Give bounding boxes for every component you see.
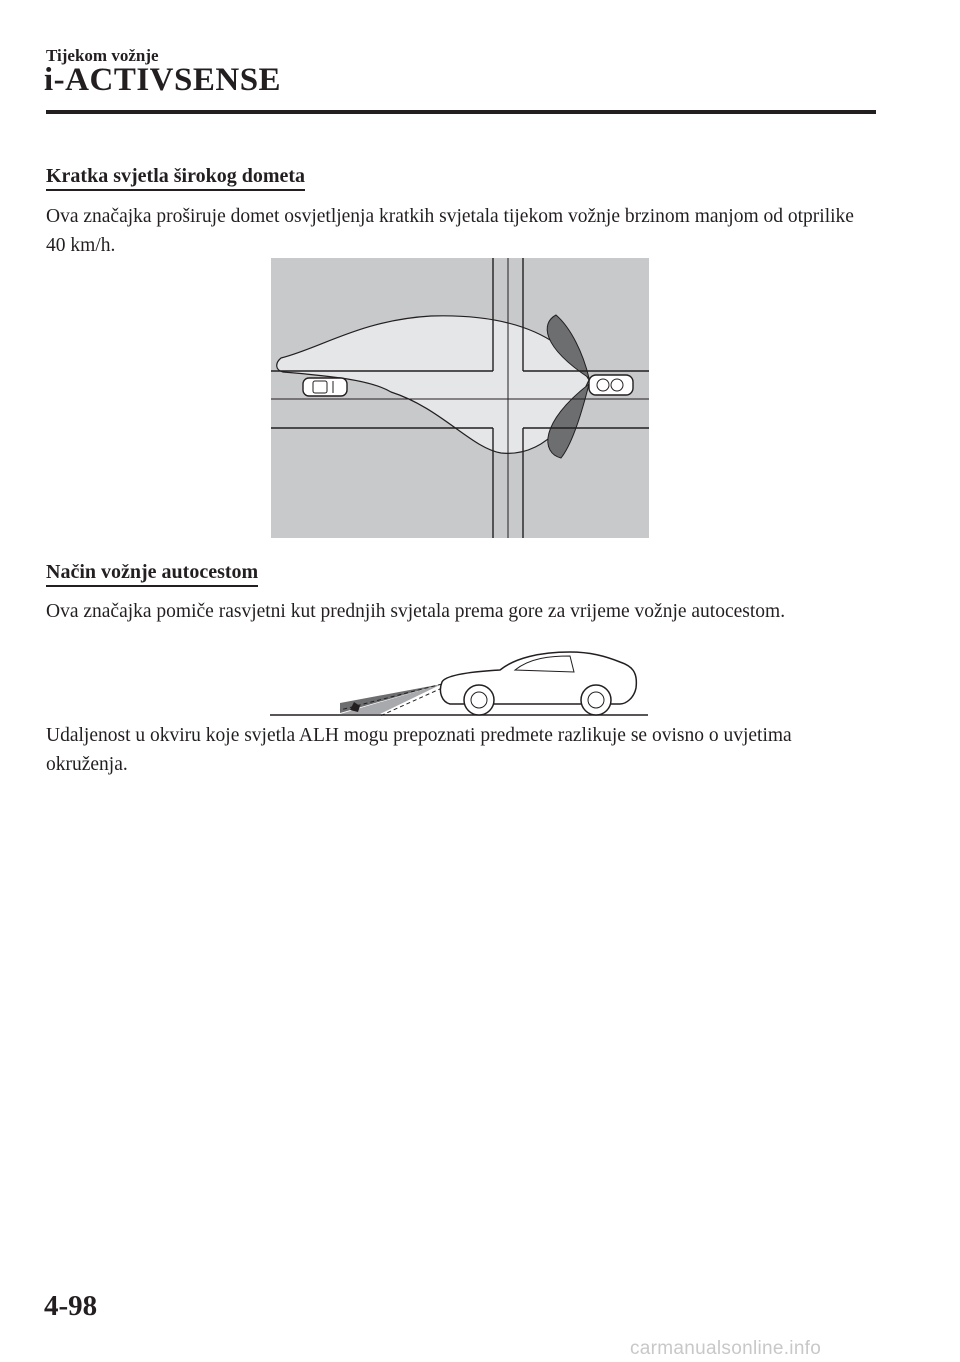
section-heading-highway-mode: Način vožnje autocestom	[46, 560, 258, 587]
note-paragraph: Udaljenost u okviru koje svjetla ALH mogu prepoznati predmete razlikuje se ovisno o uvjetima okruženja.	[46, 725, 792, 775]
section-heading-wide-range-low-beam: Kratka svjetla širokog dometa	[46, 164, 305, 191]
section-paragraph-wide-range-low-beam: Ova značajka proširuje domet osvjetljenja kratkih svjetala tijekom vožnje brzinom manjom od otprilike 40 km/h.	[46, 206, 854, 256]
header-rule	[46, 110, 876, 114]
highway-beam-angle-illustration	[270, 648, 650, 720]
front-wheel	[464, 685, 494, 715]
own-car-icon	[589, 375, 633, 395]
section-paragraph-highway-mode: Ova značajka pomiče rasvjetni kut prednjih svjetala prema gore za vrijeme vožnje autocestom.	[46, 601, 786, 622]
intersection-beam-illustration	[271, 258, 649, 538]
watermark: carmanualsonline.info	[630, 1338, 822, 1359]
running-head: Tijekom vožnje	[46, 46, 159, 65]
chapter-title: i-ACTIVSENSE	[44, 62, 282, 98]
oncoming-car-icon	[303, 378, 347, 396]
rear-wheel	[581, 685, 611, 715]
page-number: 4-98	[44, 1290, 98, 1322]
